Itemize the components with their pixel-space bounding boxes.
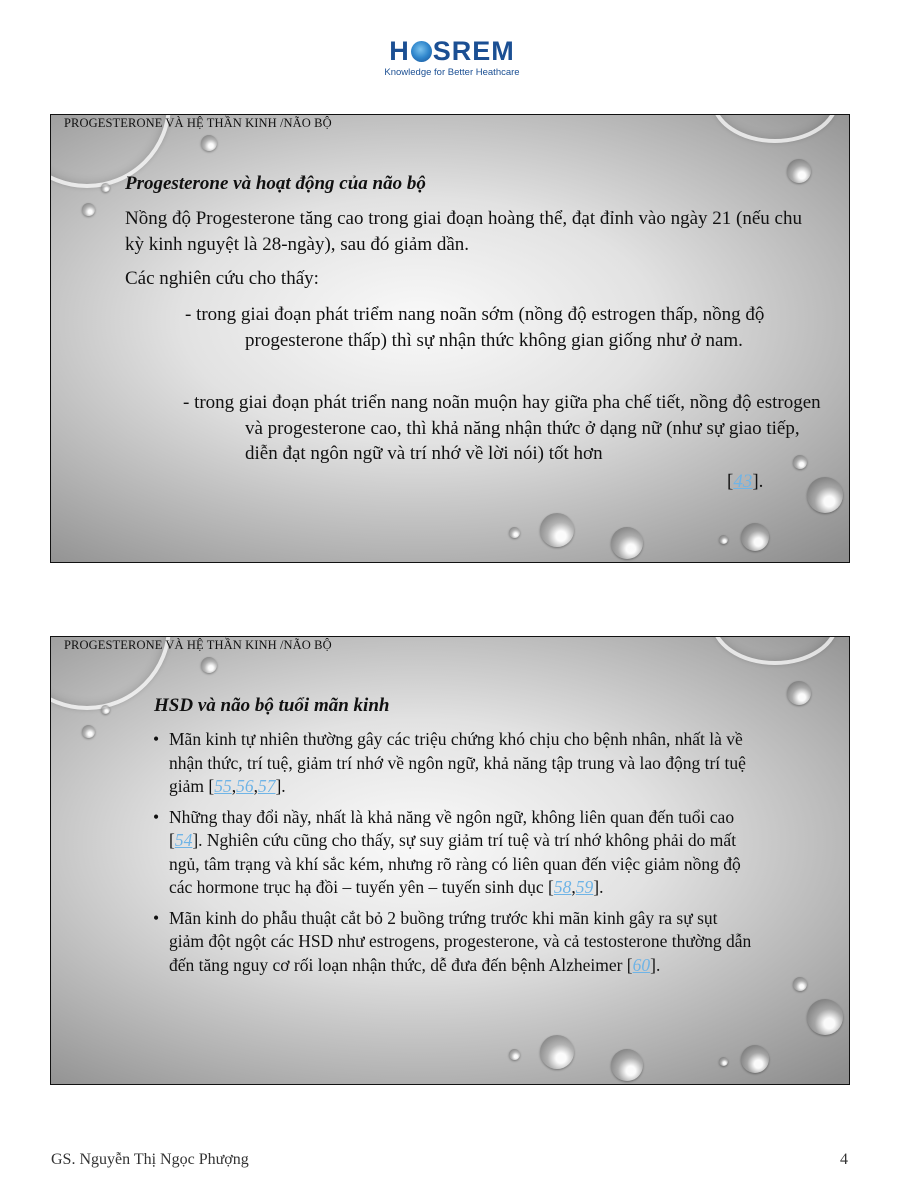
water-drop-decoration xyxy=(201,657,217,673)
water-drop-decoration xyxy=(741,1045,769,1073)
bullet-item: • Mãn kinh tự nhiên thường gây các triệu chứng khó chịu cho bệnh nhân, nhất là về nhận thức, trí tuệ, giảm trí nhớ về ngôn ngữ, khả năng tập trung và lao động trí tuệ giảm [55,56,57]. xyxy=(153,728,753,799)
water-drop-decoration xyxy=(201,135,217,151)
reference-link[interactable]: 58 xyxy=(553,877,572,897)
water-drop-decoration xyxy=(711,114,839,143)
paragraph: Các nghiên cứu cho thấy: xyxy=(125,268,319,289)
water-drop-decoration xyxy=(101,183,110,192)
bullet-item: • Mãn kinh do phẫu thuật cắt bỏ 2 buồng trứng trước khi mãn kinh gây ra sự sụt giảm đột ngột các HSD như estrogens, progesterone, và cả testosterone thường dẫn đến tăng nguy cơ rối loạn nhận thức, dễ đưa đến bệnh Alzheimer [60]. xyxy=(153,907,753,978)
water-drop-decoration xyxy=(719,535,728,544)
logo-tagline: Knowledge for Better Heathcare xyxy=(384,67,520,78)
reference-link[interactable]: 56 xyxy=(236,776,254,796)
water-drop-decoration xyxy=(793,977,807,991)
water-drop-decoration xyxy=(82,725,95,738)
reference-link[interactable]: 43 xyxy=(733,471,753,492)
water-drop-decoration xyxy=(741,523,769,551)
hosrem-logo xyxy=(372,36,532,78)
water-drop-decoration xyxy=(787,159,811,183)
slide-title: Progesterone và hoạt động của não bộ xyxy=(125,173,426,194)
reference-link[interactable]: 60 xyxy=(632,954,651,975)
water-drop-decoration xyxy=(611,527,643,559)
slide-2 xyxy=(50,636,850,1085)
reference-link[interactable]: 54 xyxy=(174,830,193,850)
slide-title: HSD và não bộ tuổi mãn kinh xyxy=(154,695,390,716)
water-drop-decoration xyxy=(509,527,520,538)
water-drop-decoration xyxy=(509,1049,520,1060)
water-drop-decoration xyxy=(711,636,839,665)
reference-link[interactable]: 57 xyxy=(257,776,276,796)
footer-author: GS. Nguyễn Thị Ngọc Phượng xyxy=(51,1151,249,1168)
bullet-item: - trong giai đoạn phát triển nang noãn muộn hay giữa pha chế tiết, nồng độ estrogen và progesterone cao, thì khả năng nhận thức ở dạng nữ (như sự giao tiếp, diễn đạt ngôn ngữ và trí nhớ về lời nói) tốt hơn xyxy=(183,392,821,464)
slide-header: PROGESTERONE VÀ HỆ THẦN KINH /NÃO BỘ xyxy=(64,116,332,130)
bullet-item: - trong giai đoạn phát triểm nang noãn sớm (nồng độ estrogen thấp, nồng độ progesterone thấp) thì sự nhận thức không gian giống như ở nam. xyxy=(185,304,765,351)
slide-1 xyxy=(50,114,850,563)
reference-link[interactable]: 59 xyxy=(575,877,594,897)
water-drop-decoration xyxy=(807,999,843,1035)
water-drop-decoration xyxy=(611,1049,643,1081)
water-drop-decoration xyxy=(719,1057,728,1066)
bullet-list xyxy=(153,728,753,984)
page-number: 4 xyxy=(840,1151,848,1168)
logo-wordmark: H SREM xyxy=(389,36,515,66)
water-drop-decoration xyxy=(540,1035,574,1069)
reference-link[interactable]: 55 xyxy=(214,776,232,796)
citation: [43]. xyxy=(727,471,764,492)
water-drop-decoration xyxy=(540,513,574,547)
bullet-item: • Những thay đổi nầy, nhất là khả năng về ngôn ngữ, không liên quan đến tuổi cao [54]. Nghiên cứu cũng cho thấy, sự suy giảm trí tuệ và trí nhớ không phải do mất ngủ, tâm trạng và khí sắc kém, nhưng rõ ràng có liên quan đến việc giảm nồng độ các hormone trục hạ đồi – tuyến yên – tuyến sinh dục [58,59]. xyxy=(153,806,753,900)
water-drop-decoration xyxy=(101,705,110,714)
water-drop-decoration xyxy=(807,477,843,513)
water-drop-decoration xyxy=(787,681,811,705)
paragraph: Nồng độ Progesterone tăng cao trong giai đoạn hoàng thể, đạt đỉnh vào ngày 21 (nếu chu kỳ kinh nguyệt là 28-ngày), sau đó giảm dần. xyxy=(125,208,802,255)
globe-icon xyxy=(411,41,432,62)
slide-header: PROGESTERONE VÀ HỆ THẦN KINH /NÃO BỘ xyxy=(64,638,332,652)
water-drop-decoration xyxy=(82,203,95,216)
